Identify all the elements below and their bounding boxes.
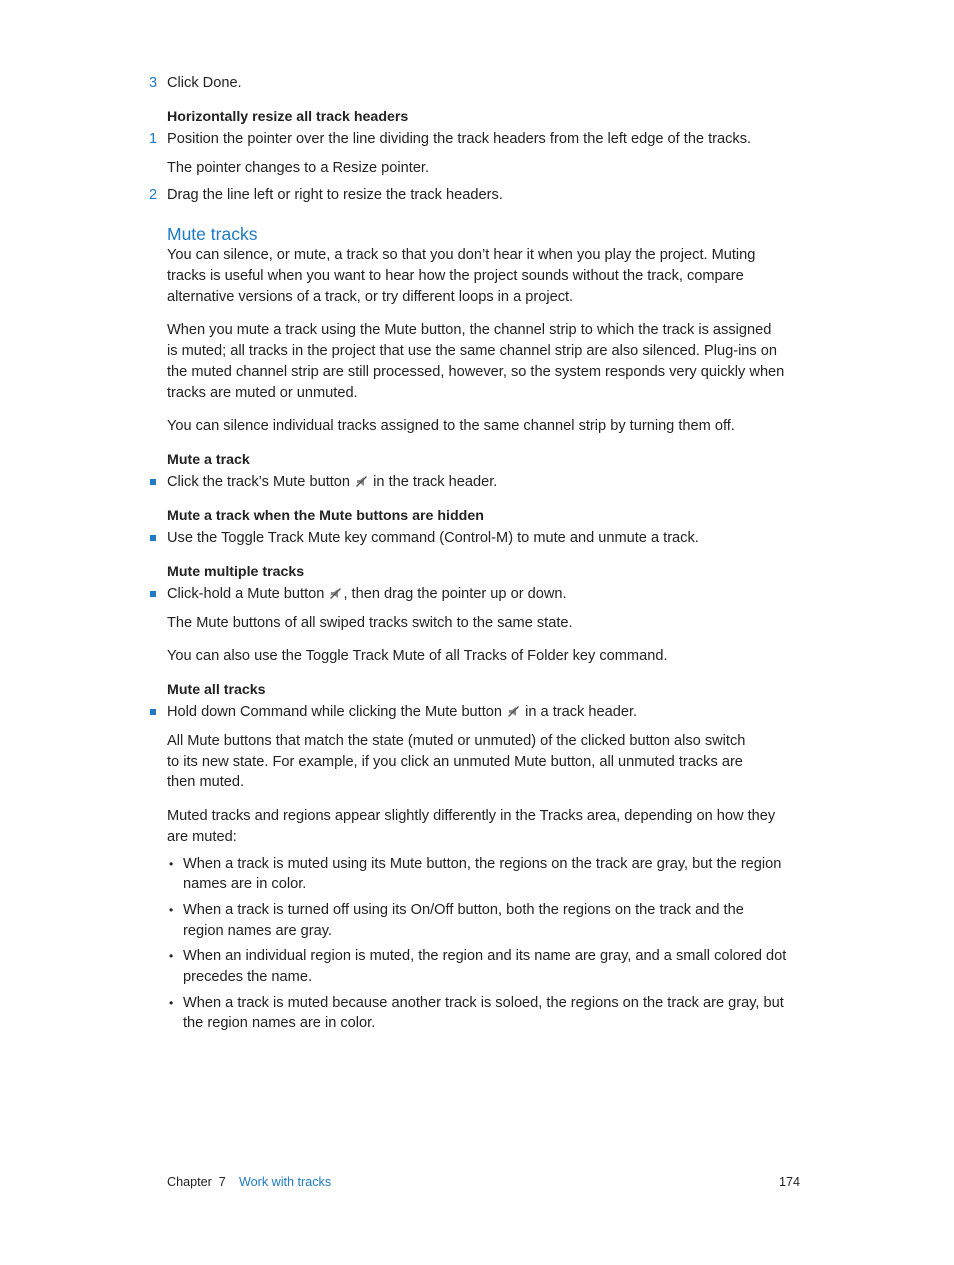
list-item: When a track is muted because another track is soloed, the regions on the track are gray, but xyxy=(183,995,784,1011)
paragraph-line: are muted: xyxy=(167,829,237,845)
paragraph-line: the muted channel strip are still processed, however, so the system responds very quickly when xyxy=(167,364,785,380)
step-number: 1 xyxy=(148,131,158,147)
paragraph-line: All Mute buttons that match the state (muted or unmuted) of the clicked button also switch xyxy=(167,733,746,749)
page-number: 174 xyxy=(779,1175,801,1189)
step-number: 3 xyxy=(148,75,158,91)
mute-button-icon xyxy=(507,705,520,718)
bullet-dot: • xyxy=(169,996,174,1010)
step-text: Click the track’s Mute button in the track header. xyxy=(167,474,498,490)
paragraph-line: tracks is useful when you want to hear how the project sounds without the track, compare xyxy=(167,268,744,284)
list-item: the region names are in color. xyxy=(183,1015,376,1031)
step-text: Position the pointer over the line dividing the track headers from the left edge of the tracks. xyxy=(167,131,752,147)
step-result: The pointer changes to a Resize pointer. xyxy=(167,160,430,176)
bullet-square xyxy=(150,591,156,597)
list-item: precedes the name. xyxy=(183,969,312,985)
list-item: region names are gray. xyxy=(183,923,332,939)
paragraph-line: When you mute a track using the Mute button, the channel strip to which the track is assigned xyxy=(167,322,772,338)
task-heading: Mute multiple tracks xyxy=(167,564,305,580)
paragraph-line: then muted. xyxy=(167,774,245,790)
footer-chapter-link[interactable]: Work with tracks xyxy=(239,1175,332,1189)
list-item: names are in color. xyxy=(183,876,307,892)
bullet-square xyxy=(150,709,156,715)
bullet-square xyxy=(150,479,156,485)
bullet-dot: • xyxy=(169,903,174,917)
task-heading: Mute a track xyxy=(167,452,250,468)
paragraph-line: to its new state. For example, if you click an unmuted Mute button, all unmuted tracks are xyxy=(167,754,743,770)
list-item: When an individual region is muted, the region and its name are gray, and a small colored dot xyxy=(183,948,787,964)
paragraph-line: tracks are muted or unmuted. xyxy=(167,385,358,401)
step-text: Hold down Command while clicking the Mute button in a track header. xyxy=(167,704,638,720)
paragraph-line: You can silence individual tracks assigned to the same channel strip by turning them off. xyxy=(167,418,735,434)
paragraph-line: Muted tracks and regions appear slightly differently in the Tracks area, depending on how they xyxy=(167,808,776,824)
footer-chapter: Chapter 7 xyxy=(167,1175,226,1189)
paragraph-line: You can silence, or mute, a track so that you don’t hear it when you play the project. Muting xyxy=(167,247,756,263)
section-title: Mute tracks xyxy=(167,224,258,244)
step-result: You can also use the Toggle Track Mute of all Tracks of Folder key command. xyxy=(167,648,668,664)
mute-button-icon xyxy=(355,475,368,488)
task-heading: Horizontally resize all track headers xyxy=(167,109,409,125)
bullet-square xyxy=(150,535,156,541)
task-heading: Mute a track when the Mute buttons are hidden xyxy=(167,508,484,524)
step-text: Use the Toggle Track Mute key command (Control-M) to mute and unmute a track. xyxy=(167,530,699,546)
paragraph-line: is muted; all tracks in the project that use the same channel strip are also silenced. Plug-ins on xyxy=(167,343,778,359)
step-text: Click Done. xyxy=(167,75,242,91)
step-result: The Mute buttons of all swiped tracks switch to the same state. xyxy=(167,615,573,631)
bullet-dot: • xyxy=(169,857,174,871)
bullet-dot: • xyxy=(169,949,174,963)
step-text: Click-hold a Mute button , then drag the pointer up or down. xyxy=(167,586,567,602)
step-text: Drag the line left or right to resize the track headers. xyxy=(167,187,503,203)
step-number: 2 xyxy=(148,187,158,203)
mute-button-icon xyxy=(329,587,342,600)
paragraph-line: alternative versions of a track, or try different loops in a project. xyxy=(167,289,574,305)
task-heading: Mute all tracks xyxy=(167,682,266,698)
list-item: When a track is muted using its Mute button, the regions on the track are gray, but the region xyxy=(183,856,782,872)
list-item: When a track is turned off using its On/Off button, both the regions on the track and the xyxy=(183,902,744,918)
